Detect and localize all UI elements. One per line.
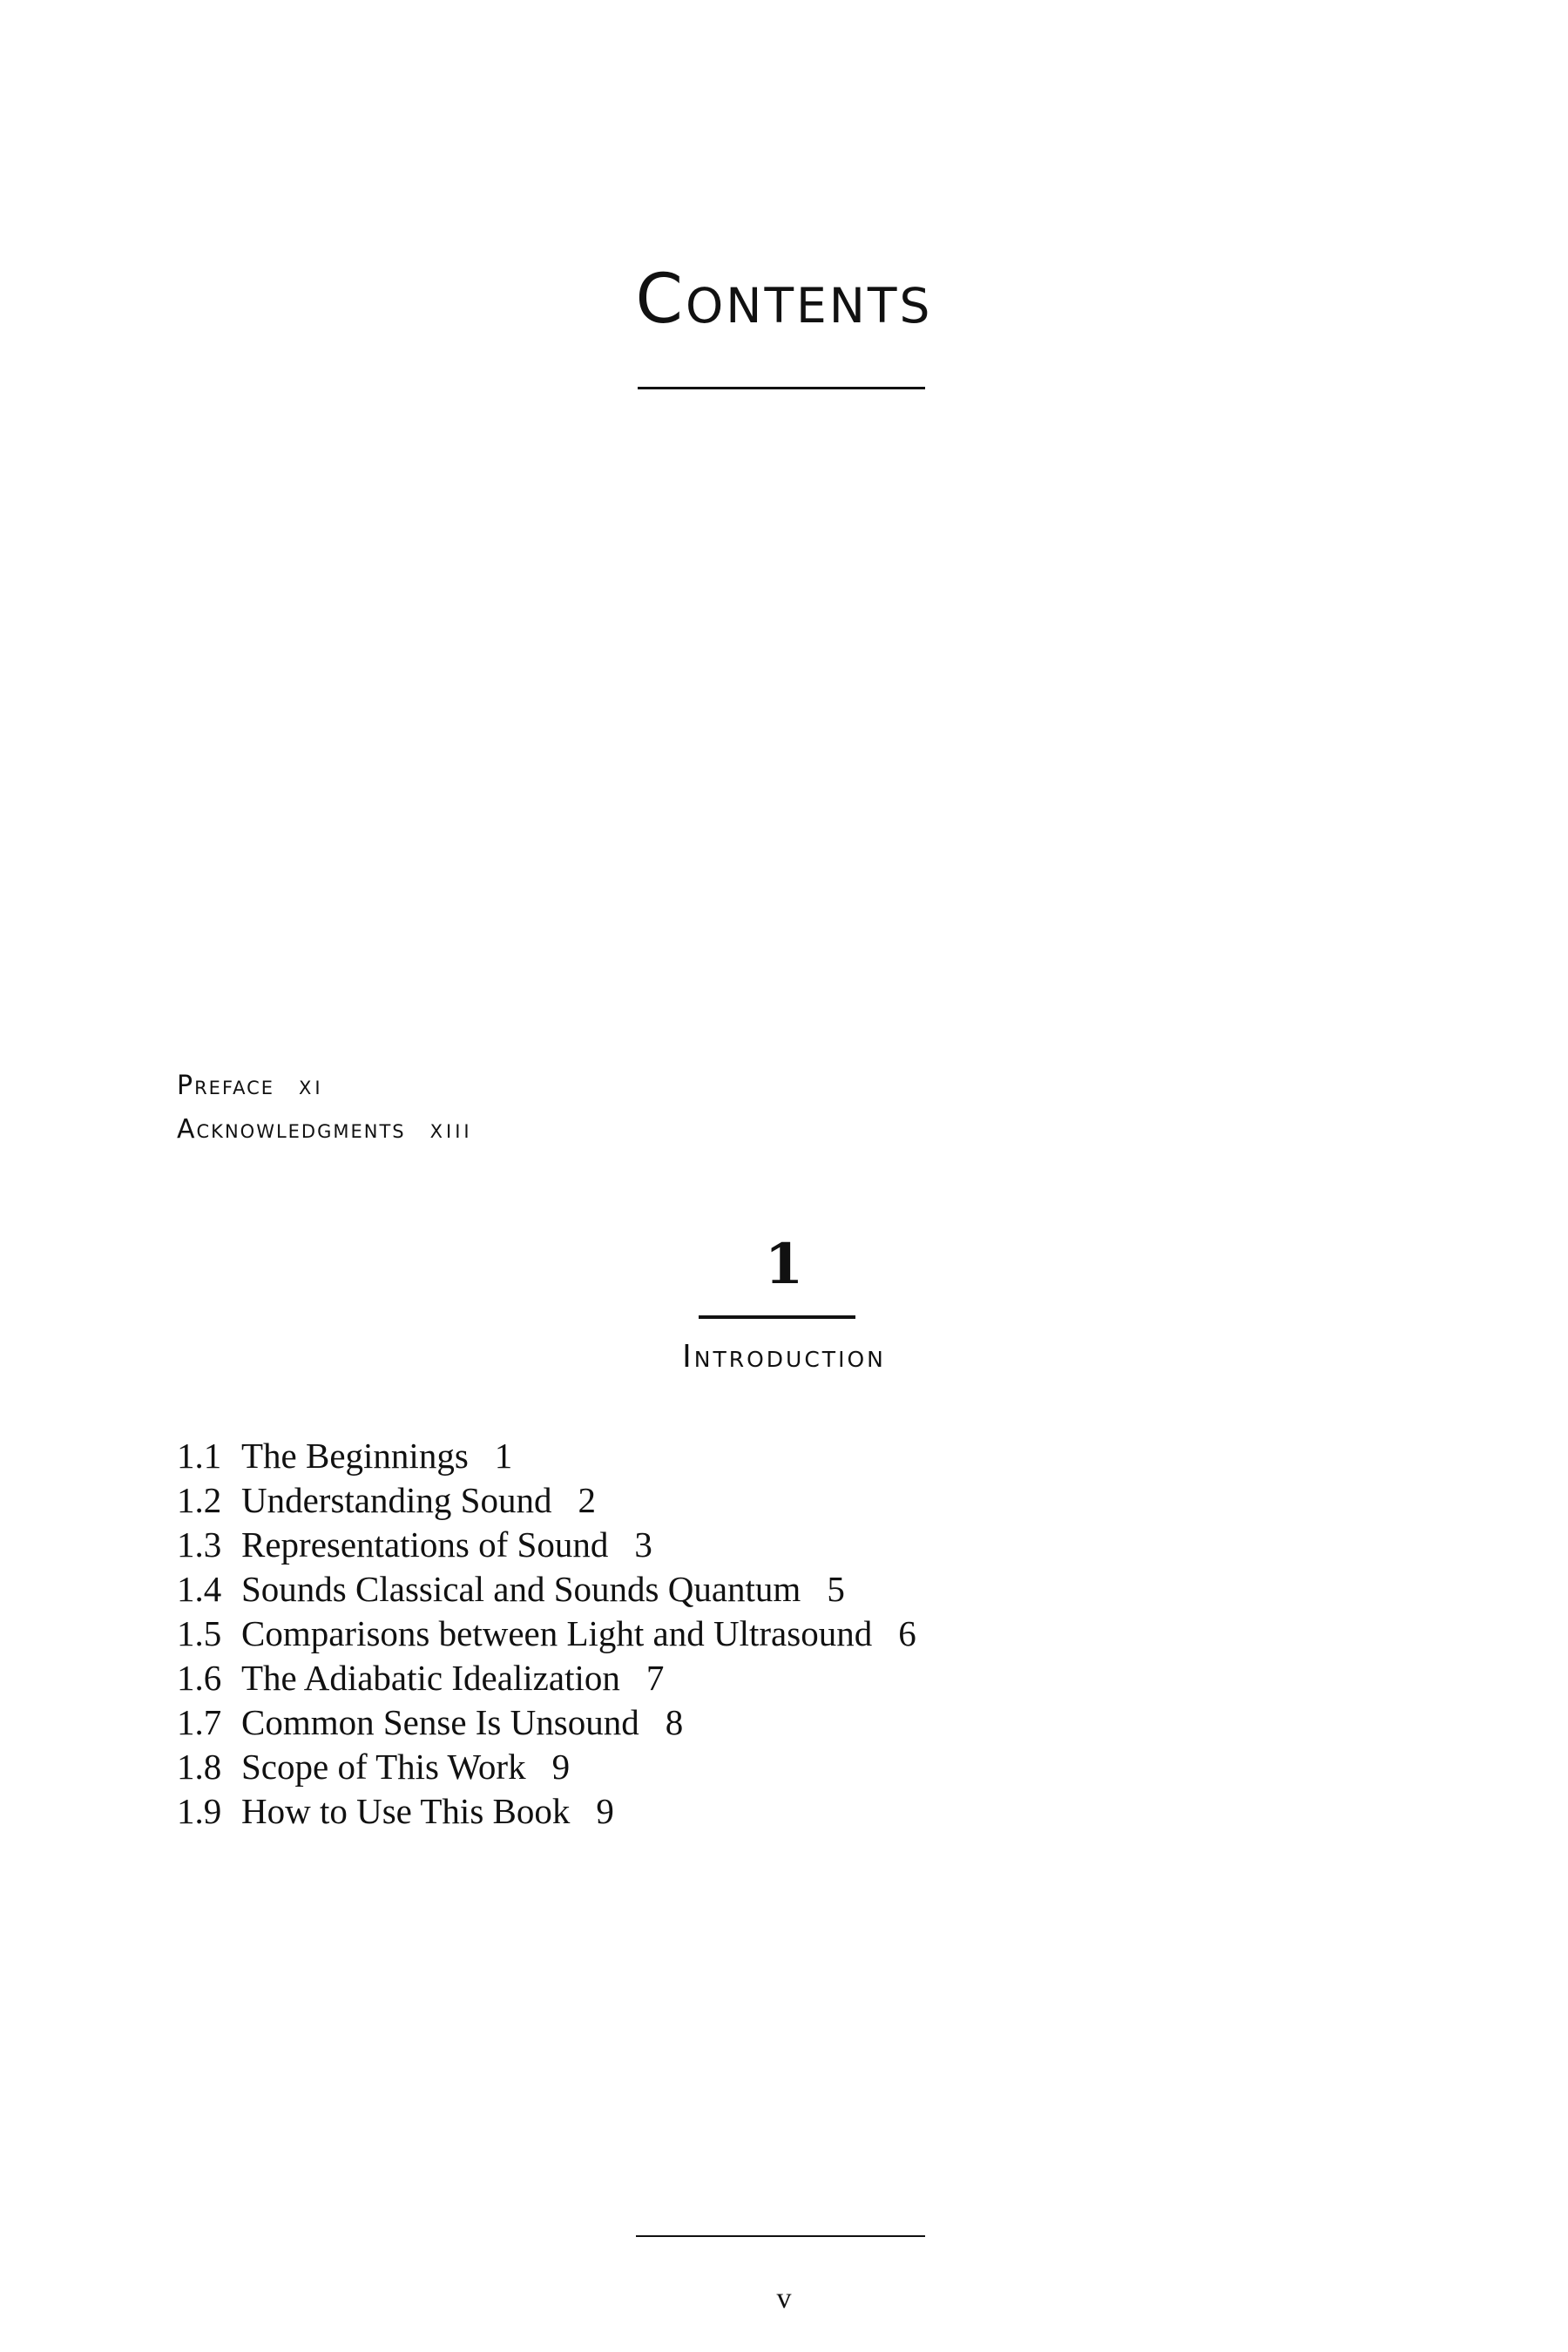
toc-entry — [177, 1612, 916, 1656]
section-number: 1.2 — [177, 1480, 222, 1520]
section-list — [177, 1434, 916, 1834]
section-page: 1 — [494, 1436, 513, 1476]
footer-rule — [636, 2235, 925, 2237]
section-page: 2 — [578, 1480, 596, 1520]
toc-entry — [177, 1523, 916, 1567]
section-title: The Adiabatic Idealization — [241, 1658, 620, 1698]
toc-entry — [177, 1656, 916, 1700]
section-number: 1.5 — [177, 1613, 222, 1653]
front-matter-page: xiii — [429, 1114, 473, 1145]
page-number: v — [776, 2282, 792, 2315]
front-matter-page: xi — [299, 1071, 324, 1101]
section-title: Representations of Sound — [241, 1524, 609, 1565]
front-matter-acknowledgments — [177, 1108, 473, 1152]
section-title: Common Sense Is Unsound — [241, 1702, 639, 1742]
section-page: 9 — [551, 1747, 571, 1787]
toc-entry — [177, 1567, 916, 1612]
toc-entry — [177, 1478, 916, 1523]
section-title: Comparisons between Light and Ultrasound — [241, 1613, 873, 1653]
section-title: How to Use This Book — [241, 1791, 571, 1831]
front-matter-label: Preface — [177, 1071, 275, 1101]
chapter-title: Introduction — [682, 1339, 886, 1375]
title-rule — [638, 387, 925, 389]
toc-entry — [177, 1745, 916, 1789]
section-title: Scope of This Work — [241, 1747, 526, 1787]
section-title: Understanding Sound — [241, 1480, 552, 1520]
section-number: 1.3 — [177, 1524, 222, 1565]
section-title: The Beginnings — [241, 1436, 469, 1476]
chapter-number: 1 — [764, 1232, 804, 1297]
section-number: 1.4 — [177, 1569, 222, 1609]
section-page: 8 — [665, 1702, 684, 1742]
section-page: 7 — [645, 1658, 665, 1698]
chapter-rule — [699, 1315, 855, 1319]
section-number: 1.9 — [177, 1791, 222, 1831]
section-page: 9 — [596, 1791, 614, 1831]
toc-entry — [177, 1789, 916, 1834]
toc-entry — [177, 1434, 916, 1478]
section-number: 1.8 — [177, 1747, 222, 1787]
front-matter-list — [177, 1064, 473, 1152]
front-matter-label: Acknowledgments — [177, 1114, 406, 1145]
section-number: 1.6 — [177, 1658, 222, 1698]
section-number: 1.7 — [177, 1702, 222, 1742]
section-number: 1.1 — [177, 1436, 222, 1476]
section-title: Sounds Classical and Sounds Quantum — [241, 1569, 801, 1609]
section-page: 3 — [634, 1524, 652, 1565]
page-title: Contents — [635, 260, 933, 339]
toc-entry — [177, 1700, 916, 1745]
front-matter-preface — [177, 1064, 473, 1108]
section-page: 5 — [827, 1569, 845, 1609]
section-page: 6 — [898, 1613, 916, 1653]
